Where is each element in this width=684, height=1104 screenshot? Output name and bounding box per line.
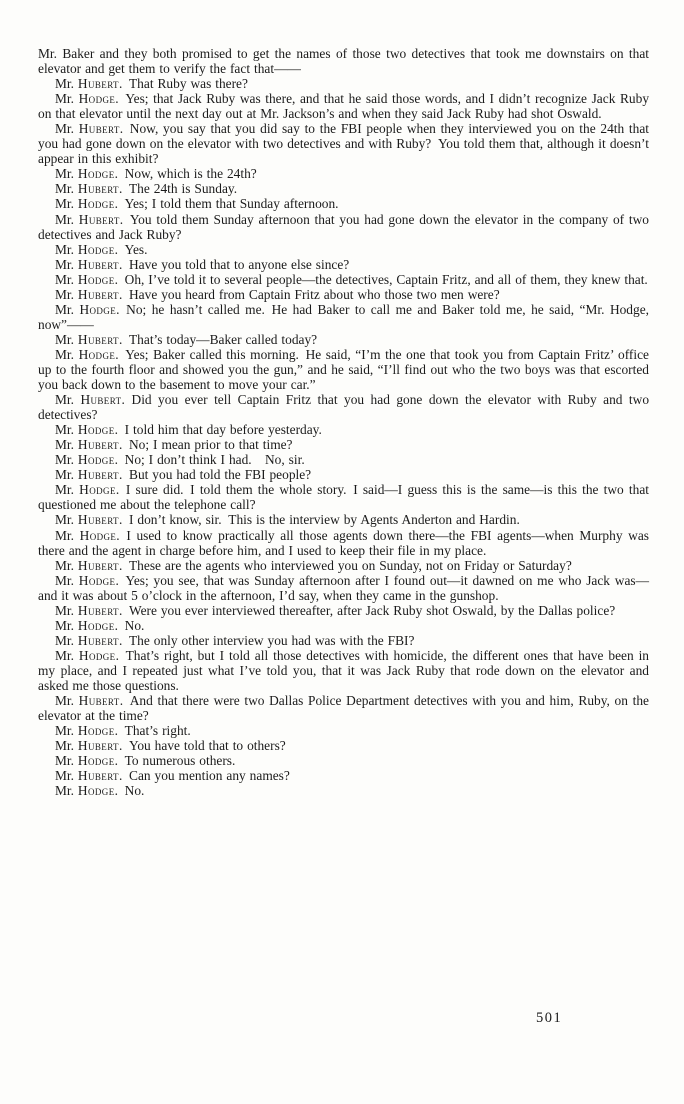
speaker-name: Mr. Hubert. <box>55 512 123 528</box>
transcript-paragraph: Mr. Hubert. And that there were two Dallas Police Department detectives with you and him, Ruby, on the elevator at the time? <box>38 693 649 724</box>
transcript-paragraph: Mr. Hodge. No; he hasn’t called me. He had Baker to call me and Baker told me, he said, “Mr. Hodge, now”—— <box>38 301 649 332</box>
speaker-name: Mr. Hubert. <box>55 693 124 709</box>
speaker-name: Mr. Hodge. <box>55 166 118 182</box>
speaker-name: Mr. Hubert. <box>55 437 123 453</box>
speaker-name: Mr. Hubert. <box>55 632 123 648</box>
transcript-paragraph: Mr. Hubert. You have told that to others? <box>55 738 286 754</box>
speaker-name: Mr. Hubert. <box>55 392 125 408</box>
transcript-paragraph: Mr. Hubert. The only other interview you had was with the FBI? <box>55 632 415 648</box>
transcript-paragraph: Mr. Hubert. Now, you say that you did say to the FBI people when they interviewed you on the 24th that you had gone down on the elevator with two detectives and with Ruby? You told them that, although it doesn’t appear in this exhibit? <box>38 121 649 167</box>
transcript-paragraph: Mr. Hodge. No. <box>55 617 145 633</box>
speaker-name: Mr. Hodge. <box>55 91 119 107</box>
speaker-name: Mr. Hubert. <box>55 76 123 92</box>
speaker-name: Mr. Hubert. <box>55 557 123 573</box>
transcript-paragraph: Mr. Hubert. The 24th is Sunday. <box>55 181 238 197</box>
speaker-name: Mr. Hodge. <box>55 753 118 769</box>
speaker-name: Mr. Hodge. <box>55 241 118 257</box>
speaker-name: Mr. Hodge. <box>55 647 119 663</box>
transcript-paragraph: Mr. Hodge. Oh, I’ve told it to several people—the detectives, Captain Fritz, and all of them, they knew that. <box>55 271 648 287</box>
speaker-name: Mr. Hubert. <box>55 768 123 784</box>
speaker-name: Mr. Hodge. <box>55 422 118 438</box>
speaker-name: Mr. Hodge. <box>55 572 119 588</box>
transcript-paragraph: Mr. Hodge. Now, which is the 24th? <box>55 166 257 182</box>
speaker-name: Mr. Hodge. <box>55 452 118 468</box>
speaker-name: Mr. Hubert. <box>55 121 124 137</box>
speaker-name: Mr. Hodge. <box>55 346 119 362</box>
transcript-paragraph: Mr. Hodge. I used to know practically all those agents down there—the FBI agents—when Murphy was there and the agent in charge before him, and I used to keep their file in my place. <box>38 527 649 558</box>
speaker-name: Mr. Hodge. <box>55 527 120 543</box>
speaker-name: Mr. Hodge. <box>55 301 120 317</box>
speaker-name: Mr. Hubert. <box>55 602 123 618</box>
transcript <box>38 46 649 798</box>
transcript-paragraph: Mr. Hodge. To numerous others. <box>55 753 236 769</box>
speaker-name: Mr. Hodge. <box>55 196 118 212</box>
transcript-paragraph: Mr. Hubert. But you had told the FBI people? <box>55 467 312 483</box>
speaker-name: Mr. Hubert. <box>55 467 123 483</box>
transcript-paragraph: Mr. Hubert. You told them Sunday afternoon that you had gone down the elevator in the company of two detectives and Jack Ruby? <box>38 211 650 242</box>
transcript-paragraph: Mr. Hubert. No; I mean prior to that time? <box>55 437 293 453</box>
speaker-name: Mr. Hubert. <box>55 738 123 754</box>
transcript-paragraph: Mr. Hubert. Did you ever tell Captain Fritz that you had gone down the elevator with Ruby and two detectives? <box>38 392 650 423</box>
transcript-paragraph: Mr. Hodge. Yes. <box>55 241 148 257</box>
speaker-name: Mr. Hodge. <box>55 617 118 633</box>
transcript-paragraph: Mr. Hubert. I don’t know, sir. This is the interview by Agents Anderton and Hardin. <box>55 512 520 528</box>
speaker-name: Mr. Hubert. <box>55 286 123 302</box>
transcript-paragraph: Mr. Hodge. Yes; that Jack Ruby was there, and that he said those words, and I didn’t recognize Jack Ruby on that elevator until the next day out at Mr. Jackson’s and when they said Jack Ruby had shot Oswald. <box>38 91 650 122</box>
speaker-name: Mr. Hodge. <box>55 723 118 739</box>
transcript-paragraph: Mr. Hodge. That’s right, but I told all those detectives with homicide, the different ones that have been in my place, and I repeated just what I’ve told you, that it was Jack Ruby that rode down on the elevator and asked me those questions. <box>38 647 650 693</box>
transcript-paragraph: Mr. Baker and they both promised to get the names of those two detectives that took me downstairs on that elevator and get them to verify the fact that—— <box>38 46 649 77</box>
speaker-name: Mr. Hubert. <box>55 181 123 197</box>
speaker-name: Mr. Hubert. <box>55 211 124 227</box>
speaker-name: Mr. Hodge. <box>55 271 118 287</box>
transcript-paragraph: Mr. Hodge. Yes; I told them that Sunday afternoon. <box>55 196 339 212</box>
transcript-paragraph: Mr. Hubert. Have you told that to anyone else since? <box>55 256 350 272</box>
transcript-paragraph: Mr. Hubert. That’s today—Baker called today? <box>55 331 318 347</box>
transcript-paragraph: Mr. Hubert. Have you heard from Captain Fritz about who those two men were? <box>55 286 500 302</box>
speaker-name: Mr. Hodge. <box>55 783 118 799</box>
transcript-paragraph: Mr. Hubert. Can you mention any names? <box>55 768 290 784</box>
transcript-paragraph: Mr. Hodge. No. <box>55 783 145 799</box>
transcript-paragraph: Mr. Hodge. No; I don’t think I had. No, sir. <box>55 452 305 468</box>
transcript-paragraph: Mr. Hodge. Yes; you see, that was Sunday afternoon after I found out—it dawned on me who Jack was—and it was about 5 o’clock in the afternoon, I’d say, when they came in the gunshop. <box>38 572 650 603</box>
speaker-name: Mr. Hubert. <box>55 256 123 272</box>
speaker-name: Mr. Hubert. <box>55 331 123 347</box>
transcript-paragraph: Mr. Hubert. That Ruby was there? <box>55 76 248 92</box>
transcript-paragraph: Mr. Hubert. Were you ever interviewed thereafter, after Jack Ruby shot Oswald, by the Dallas police? <box>55 602 616 618</box>
transcript-paragraph: Mr. Hubert. These are the agents who interviewed you on Sunday, not on Friday or Saturday? <box>55 557 572 573</box>
transcript-paragraph: Mr. Hodge. I told him that day before yesterday. <box>55 422 322 438</box>
speaker-name: Mr. Hodge. <box>55 482 120 498</box>
page-number: 501 <box>536 1010 563 1026</box>
transcript-paragraph: Mr. Hodge. That’s right. <box>55 723 191 739</box>
transcript-paragraph: Mr. Hodge. I sure did. I told them the whole story. I said—I guess this is the same—is this the two that questioned me about the telephone call? <box>38 482 650 513</box>
transcript-paragraph: Mr. Hodge. Yes; Baker called this morning. He said, “I’m the one that took you from Captain Fritz’ office up to the fourth floor and showed you the gun,” and he said, “I’ll find out who the two boys was that escorted you back down to the basement to move your car.” <box>38 346 649 393</box>
